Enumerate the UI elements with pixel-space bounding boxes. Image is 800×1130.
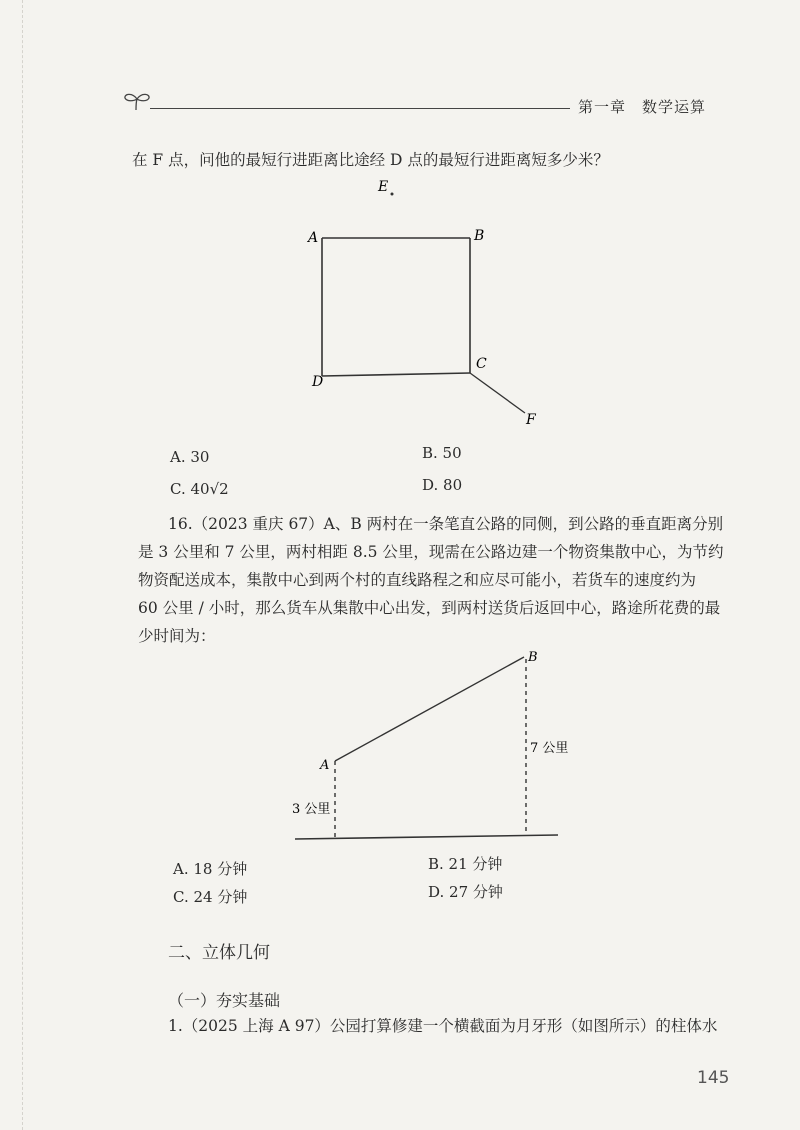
chapter-title: 第一章 数学运算 [578, 98, 707, 116]
label-village-a: A [320, 758, 330, 773]
label-d: D [312, 374, 324, 390]
problem16-line-1: 16.（2023 重庆 67）A、B 两村在一条笔直公路的同侧，到公路的垂直距离分别 [168, 515, 724, 533]
segment-ab [335, 657, 524, 761]
problem15-text: 在 F 点，问他的最短行进距离比途经 D 点的最短行进距离短多少米？ [132, 151, 609, 169]
sprout-icon [122, 90, 152, 112]
label-village-b: B [528, 650, 538, 665]
section-subtitle: （一）夯实基础 [168, 991, 281, 1010]
p16-option-a: A. 18 分钟 [173, 860, 248, 878]
label-c: C [476, 356, 487, 372]
problem1-text: 1.（2025 上海 A 97）公园打算修建一个横截面为月牙形（如图所示）的柱体水 [168, 1017, 718, 1035]
section-title: 二、立体几何 [168, 943, 270, 963]
label-e: E [378, 179, 389, 195]
problem16-line-5: 少时间为： [138, 627, 216, 645]
p16-option-c: C. 24 分钟 [173, 888, 248, 906]
scan-edge [22, 0, 24, 1130]
page-number: 145 [697, 1068, 730, 1088]
p15-option-d: D. 80 [422, 476, 463, 494]
square-figure [300, 170, 560, 440]
problem16-line-2: 是 3 公里和 7 公里，两村相距 8.5 公里，现需在公路边建一个物资集散中心，为节约 [138, 543, 724, 561]
p15-option-b: B. 50 [422, 444, 462, 462]
problem16-line-3: 物资配送成本，集散中心到两个村的直线路程之和应尽可能小，若货车的速度约为 [138, 571, 697, 589]
p16-option-d: D. 27 分钟 [428, 883, 503, 901]
p15-option-a: A. 30 [170, 448, 210, 466]
road-figure [280, 645, 580, 850]
problem16-line-4: 60 公里 / 小时，那么货车从集散中心出发，到两村送货后返回中心，路途所花费的最 [138, 599, 721, 617]
label-a: A [308, 230, 319, 246]
label-dist-b: 7 公里 [530, 741, 569, 756]
label-b: B [474, 228, 485, 244]
label-f: F [526, 412, 536, 428]
point-e-dot [391, 193, 394, 196]
p16-option-b: B. 21 分钟 [428, 855, 503, 873]
label-dist-a: 3 公里 [292, 802, 331, 817]
header-rule [150, 108, 570, 109]
p15-option-c: C. 40√2 [170, 480, 229, 498]
